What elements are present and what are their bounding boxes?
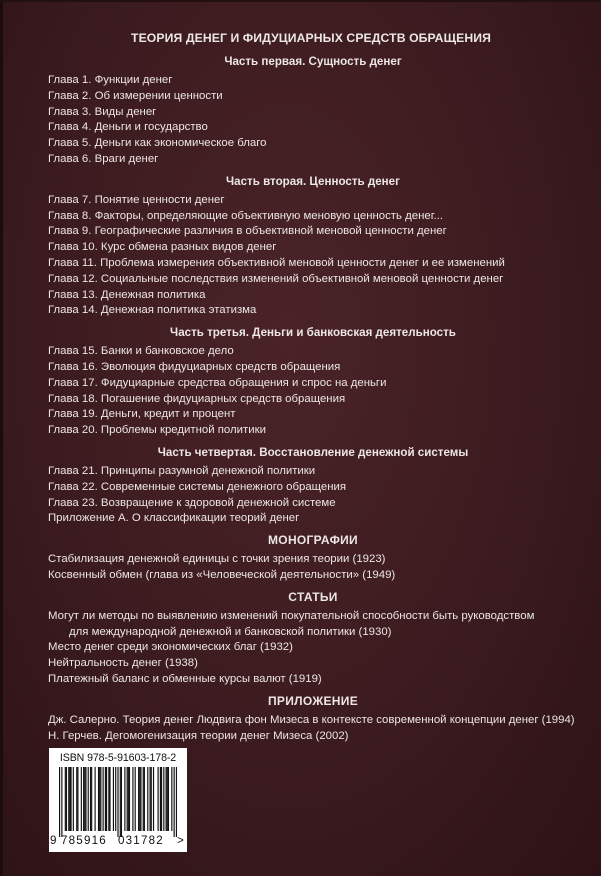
chapter-item: Глава 16. Эволюция фидуциарных средств обращения [48,360,341,373]
barcode-bar [77,767,78,831]
barcode-bar [121,767,122,837]
barcode-bar [151,767,152,831]
chapter-item: Глава 19. Деньги, кредит и процент [48,408,236,421]
barcode-bar [124,767,125,831]
chapter-item: Глава 2. Об измерении ценности [48,89,223,102]
chapter-item: Глава 1. Функции денег [48,74,173,86]
table-of-contents [48,30,578,744]
barcode-bar [128,767,129,831]
barcode-bar [59,767,60,837]
barcode-bar [171,767,172,831]
barcode-digits [49,834,187,850]
chapter-item: Глава 6. Враги денег [48,152,159,165]
chapter-item: Глава 11. Проблема измерения объективной меновой ценности денег и ее изменений [48,256,505,269]
chapter-item: Глава 8. Факторы, определяющие объективную меновую ценность денег... [48,209,443,222]
barcode-bar [120,767,121,837]
barcode-bar [143,767,144,831]
barcode-bar [81,767,82,831]
barcode-bar [70,767,71,831]
barcode-digits-left: 785916 [61,834,107,847]
chapter-item: Глава 17. Фидуциарные средства обращения и спрос на деньги [48,376,387,389]
appendix-item: Дж. Салерно. Теория денег Людвига фон Мизеса в контексте современной концепции денег (1994) [48,713,575,726]
section-title: СТАТЬИ [288,589,338,604]
appendix-section [48,694,578,745]
chapter-item: Глава 22. Современные системы денежного обращения [48,480,347,493]
chapter-item: Глава 23. Возвращение к здоровой денежной системе [48,496,336,509]
barcode-bar [73,767,74,831]
barcode-bar [76,767,77,831]
barcode-bar [139,767,140,831]
isbn-barcode [49,748,187,852]
barcode-bar [105,767,106,831]
chapter-item: Глава 12. Социальные последствия изменений объективной меновой ценности денег [48,272,504,285]
barcode-bar [166,767,167,831]
barcode-arrow: > [177,834,184,847]
chapter-item: Глава 9. Географические различия в объективной меновой ценности денег [48,225,447,238]
barcode-bar [61,767,62,837]
chapter-item: Приложение А. О классификации теорий денег [48,512,300,525]
barcode-digits-right: 031782 [118,834,164,847]
part-3 [48,325,578,439]
chapter-item: Глава 3. Виды денег [48,105,157,118]
barcode-bar [91,767,92,831]
part-2 [48,174,578,319]
part-1 [48,54,578,168]
article-item-continuation: для международной денежной и банковской политики (1930) [69,625,392,638]
barcode-bar [153,767,154,831]
barcode-bar [168,767,169,831]
barcode-bar [132,767,133,831]
chapter-item: Глава 15. Банки и банковское дело [48,345,234,358]
barcode-bar [144,767,145,831]
barcode-bar [161,767,162,831]
articles-section [48,590,578,688]
part-4 [48,445,578,527]
barcode-digit-first: 9 [50,834,57,847]
barcode-bar [167,767,168,831]
barcode-bar [163,767,164,831]
barcode-bars [59,767,177,837]
barcode-bar [83,767,84,831]
chapter-item: Глава 5. Деньги как экономическое благо [48,137,267,150]
barcode-bar [129,767,130,831]
chapter-item: Глава 20. Проблемы кредитной политики [48,424,266,437]
barcode-bar [66,767,67,831]
barcode-bar [174,767,175,837]
barcode-bar [140,767,141,831]
section-title: ПРИЛОЖЕНИЕ [268,693,358,708]
article-item: Платежный баланс и обменные курсы валют (1919) [48,672,322,685]
appendix-item: Н. Герчев. Дегомогенизация теории денег Мизеса (2002) [48,729,349,742]
barcode-bar [84,767,85,831]
cover-edge-top [0,0,601,2]
part-title: Часть первая. Сущность денег [224,55,402,68]
barcode-bar [113,767,114,831]
barcode-bar [106,767,107,831]
barcode-bar [135,767,136,831]
cover-edge [0,0,3,876]
barcode-bar [158,767,159,831]
chapter-item: Глава 7. Понятие ценности денег [48,193,225,206]
barcode-bar [109,767,110,831]
article-item: Могут ли методы по выявлению изменений покупательной способности быть руководством [48,609,535,622]
part-title: Часть вторая. Ценность денег [226,174,400,188]
barcode-bar [127,767,128,831]
barcode-bar [98,767,99,831]
barcode-bar [147,767,148,831]
isbn-number: ISBN 978-5-91603-178-2 [59,752,177,764]
barcode-bar [90,767,91,831]
barcode-bar [69,767,70,831]
chapter-item: Глава 10. Курс обмена разных видов денег [48,241,277,254]
barcode-bar [138,767,139,831]
barcode-bar [85,767,86,831]
barcode-bar [115,767,116,831]
barcode-bar [150,767,151,831]
barcode-bar [65,767,66,831]
barcode-bar [108,767,109,831]
barcode-bar [117,767,118,837]
chapter-item: Глава 4. Деньги и государство [48,121,208,134]
part-title: Часть третья. Деньги и банковская деятельность [170,326,456,340]
chapter-item: Глава 13. Денежная политика [48,288,206,301]
barcode-bar [68,767,69,831]
article-item: Нейтральность денег (1938) [48,657,198,670]
barcode-bar [95,767,96,831]
barcode-bar [176,767,177,837]
chapter-item: Глава 14. Денежная политика этатизма [48,304,257,317]
monographs-section [48,533,578,584]
chapter-item: Глава 18. Погашение фидуциарных средств обращения [48,392,346,405]
article-item: Место денег среди экономических благ (1932) [48,641,293,654]
chapter-item: Глава 21. Принципы разумной денежной политики [48,464,316,477]
monograph-item: Косвенный обмен (глава из «Человеческой деятельности» (1949) [48,568,396,581]
barcode-bar [99,767,100,831]
book-title: ТЕОРИЯ ДЕНЕГ И ФИДУЦИАРНЫХ СРЕДСТВ ОБРАЩЕНИЯ [131,31,491,45]
barcode-bar [160,767,161,831]
section-title: МОНОГРАФИИ [268,533,358,548]
monograph-item: Стабилизация денежной единицы с точки зрения теории (1923) [48,553,386,566]
part-title: Часть четвертая. Восстановление денежной системы [157,445,469,459]
barcode-bar [100,767,101,831]
barcode-bar [88,767,89,831]
barcode-bar [103,767,104,831]
